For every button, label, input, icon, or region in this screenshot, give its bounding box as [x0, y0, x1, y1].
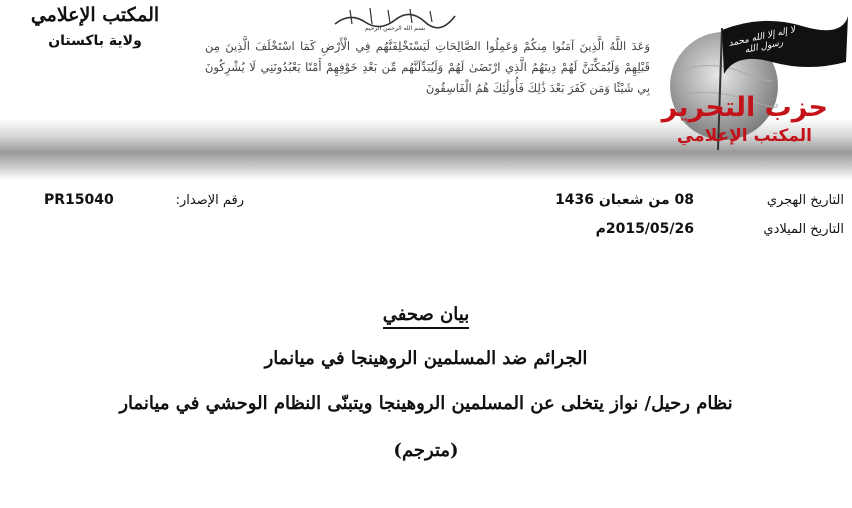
statement-title: [0, 304, 852, 325]
party-logo: [652, 0, 852, 170]
quran-verse: وَعَدَ اللَّهُ الَّذِينَ آمَنُوا مِنكُمْ وَعَمِلُوا الصَّالِحَاتِ لَيَسْتَخْلِفَنَّهُم فِي الْأَرْضِ كَمَا اسْتَخْلَفَ الَّذِينَ مِن قَبْلِهِمْ وَلَيُمَكِّنَنَّ لَهُمْ دِينَهُمُ الَّذِي ارْتَضَىٰ لَهُمْ وَلَيُبَدِّلَنَّهُم مِّن بَعْدِ خَوْفِهِمْ أَمْنًا يَعْبُدُونَنِي لَا يُشْرِكُونَ بِي شَيْئًا وَمَن كَفَرَ بَعْدَ ذَٰلِكَ فَأُولَٰئِكَ هُمُ الْفَاسِقُونَ: [205, 39, 650, 95]
basmala-text: بسم الله الرحمن الرحيم: [364, 25, 426, 32]
office-block: [20, 4, 170, 49]
gregorian-date-value: 2015/05/26م: [595, 221, 694, 237]
headline-1: الجرائم ضد المسلمين الروهينجا في ميانمار: [264, 348, 588, 369]
basmala-graphic: [330, 4, 460, 32]
statement-title-text: بيان صحفي: [383, 304, 469, 329]
hijri-date-value: 08 من شعبان 1436: [555, 192, 694, 208]
letterhead: [0, 0, 852, 185]
translated-note: (مترجم): [393, 440, 459, 461]
gregorian-date-label: التاريخ الميلادي: [763, 222, 844, 237]
issue-number-value: PR15040: [44, 192, 114, 208]
logo-party-name: حزب التحرير: [661, 92, 828, 123]
office-title: المكتب الإعلامي: [30, 4, 160, 26]
flag-shahada: لا إله إلا الله محمد رسول الله: [727, 25, 797, 56]
headline-2: نظام رحيل/ نواز يتخلى عن المسلمين الروهينجا ويتبنّى النظام الوحشي في ميانمار: [119, 393, 733, 414]
basmala-calligraphy: [330, 4, 460, 32]
province-name: ولاية باكستان: [48, 33, 142, 49]
hijri-date-label: التاريخ الهجري: [766, 193, 844, 208]
logo-office-name: المكتب الإعلامي: [676, 126, 812, 146]
issue-number-label: رقم الإصدار:: [175, 193, 244, 208]
